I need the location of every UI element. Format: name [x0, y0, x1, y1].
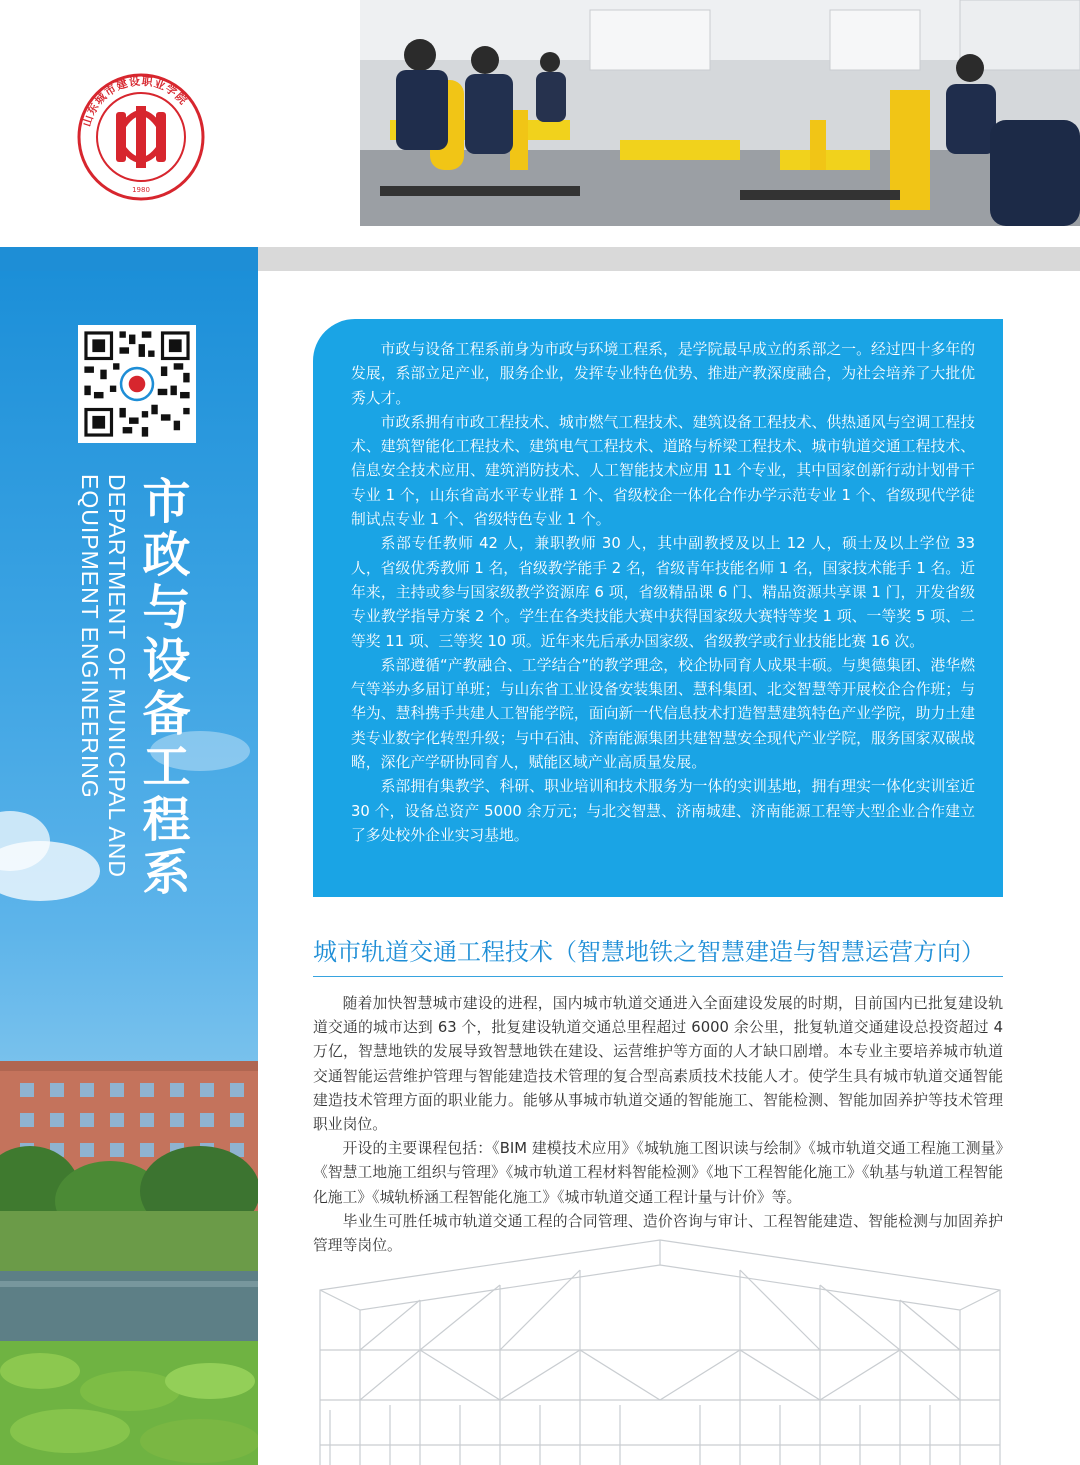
svg-text:1980: 1980 — [132, 186, 150, 194]
intro-paragraph: 系部拥有集教学、科研、职业培训和技术服务为一体的实训基地，拥有理实一体化实训室近 30 个，设备总资产 5000 余万元；与北交智慧、济南城建、济南能源工程等大型企业合作建立了多处校外企业实习基地。 — [351, 778, 975, 844]
campus-scene-graphic — [0, 1041, 258, 1465]
intro-paragraph: 系部遵循“产教融合、工学结合”的教学理念，校企协同育人成果丰硕。与奥德集团、港华燃气等举办多届订单班；与山东省工业设备安装集团、慧科集团、北交智慧等开展校企合作班；与华为、慧科携手共建人工智能学院，面向新一代信息技术打造智慧建筑特色产业学院，助力土建类专业数字化转型升级；与中石油、济南能源集团共建智慧安全现代产业学院，服务国家双碳战略，深化产学研协同育人，赋能区域产业高质量发展。 — [351, 656, 975, 772]
intro-paragraph: 市政系拥有市政工程技术、城市燃气工程技术、建筑设备工程技术、供热通风与空调工程技术、建筑智能化工程技术、建筑电气工程技术、道路与桥梁工程技术、城市轨道交通工程技术、信息安全技术应用、建筑消防技术、人工智能技术应用 11 个专业，其中国家创新行动计划骨干专业 1 个，山东省高水平专业群 1 个、省级校企一体化合作办学示范专业 1 个、省级现代学徒制试点专业 1 个、省级特色专业 1 个。 — [351, 413, 975, 529]
intro-paragraph: 系部专任教师 42 人，兼职教师 30 人，其中副教授及以上 12 人，硕士及以上学位 33 人，省级优秀教师 1 名，省级教学能手 2 名，省级青年技能名师 1 名，国家技术能手 1 名。近年来，主持或参与国家级教学资源库 6 项，省级精品课 6 门、精品资源共享课 1 门，开发省级专业教学指导方案 2 个。学生在各类技能大赛中获得国家级大赛特等奖 1 项、一等奖 5 项、二等奖 11 项、三等奖 10 项。近年来先后承办国家级、省级教学或行业技能比赛 16 次。 — [351, 535, 975, 650]
department-name-cn: 市政与设备工程系 — [134, 476, 190, 900]
qr-code — [78, 325, 196, 443]
intro-paragraph: 市政与设备工程系前身为市政与环境工程系，是学院最早成立的系部之一。经过四十多年的发展，系部立足产业，服务企业，发挥专业特色优势、推进产教深度融合，为社会培养了大批优秀人才。 — [351, 341, 975, 407]
major-title: 城市轨道交通工程技术（智慧地铁之智慧建造与智慧运营方向） — [313, 938, 985, 966]
department-name-en-line2: EQUIPMENT ENGINEERING — [77, 474, 103, 799]
major-paragraph: 开设的主要课程包括：《BIM 建模技术应用》《城轨施工图识读与绘制》《城市轨道交通工程施工测量》《智慧工地施工组织与管理》《城市轨道工程材料智能检测》《地下工程智能化施工》《轨基与轨道工程智能化施工》《城轨桥涵工程智能化施工》《城市轨道交通工程计量与计价》等。 — [313, 1140, 1003, 1206]
major-paragraph: 随着加快智慧城市建设的进程，国内城市轨道交通进入全面建设发展的时期，目前国内已批复建设轨道交通的城市达到 63 个，批复建设轨道交通总里程超过 6000 余公里，批复轨道交通建设总投资超过 4 万亿，智慧地铁的发展导致智慧地铁在建设、运营维护等方面的人才缺口剧增。本专业主要培养城市轨道交通智能运营维护管理与智能建造技术管理的复合型高素质技术技能人才。使学生具有城市轨道交通智能建造技术管理方面的职业能力。能够从事城市轨道交通的智能施工、智能检测、智能加固养护等技术管理职业岗位。 — [313, 995, 1003, 1134]
college-logo — [76, 72, 206, 202]
department-name-en-line1: DEPARTMENT OF MUNICIPAL AND — [104, 474, 130, 878]
left-campus-panel — [0, 271, 258, 1465]
header-stripe-blue — [0, 247, 258, 271]
department-intro-box — [313, 319, 1003, 897]
header-stripe-gray — [258, 247, 1080, 271]
building-frame-line-art — [300, 1230, 1030, 1465]
training-lab-photo — [360, 0, 1080, 226]
svg-text:山东城市建设职业学院: 山东城市建设职业学院 — [80, 74, 191, 129]
major-description — [313, 992, 1003, 1258]
title-divider — [313, 976, 1003, 977]
major-paragraph: 毕业生可胜任城市轨道交通工程的合同管理、造价咨询与审计、工程智能建造、智能检测与加固养护管理等岗位。 — [313, 1212, 1003, 1255]
